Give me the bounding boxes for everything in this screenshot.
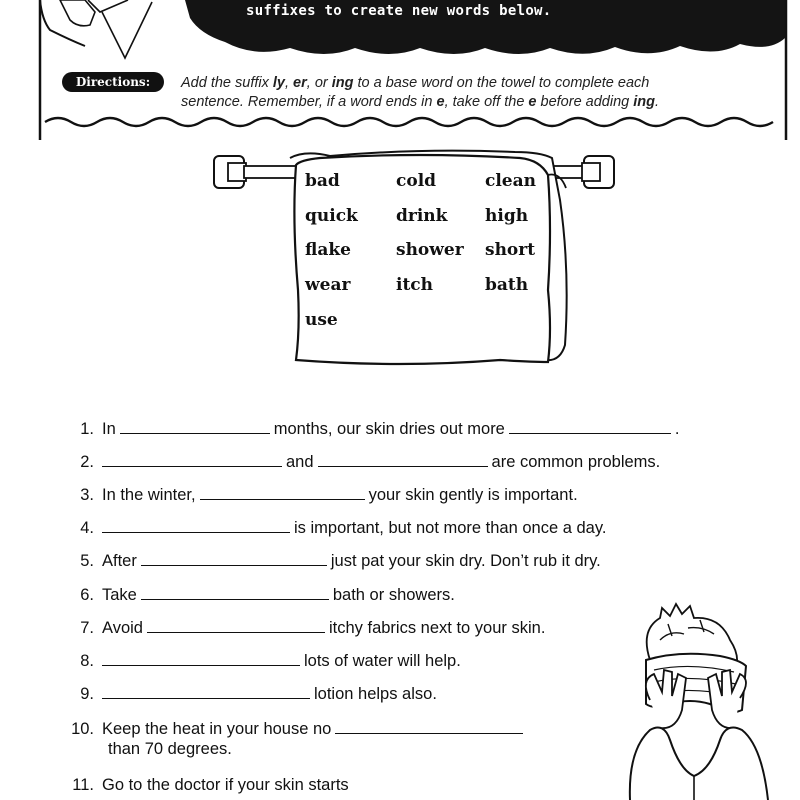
question-number: 2. <box>80 453 94 471</box>
answer-blank[interactable] <box>102 518 290 533</box>
directions-text-part: sentence. Remember, if a word ends in <box>181 94 437 110</box>
suffix-er: er <box>293 75 307 91</box>
question-text: lots of water will help. <box>304 652 461 670</box>
directions-badge: Directions: <box>62 72 164 92</box>
question-3 <box>66 485 578 505</box>
suffix-ly: ly <box>272 75 285 91</box>
question-10 <box>66 719 527 739</box>
question-text: just pat your skin dry. Don’t rub it dry. <box>330 552 601 570</box>
towel-word: drink <box>396 206 448 226</box>
directions-text-part: before adding <box>536 94 634 110</box>
question-1 <box>66 419 679 439</box>
answer-blank[interactable] <box>141 585 329 600</box>
question-text: Avoid <box>102 619 143 637</box>
letter-e: e <box>436 94 445 110</box>
directions-text-part: , take off the <box>444 94 529 110</box>
header-text: suffixes to create new words below. <box>246 3 552 19</box>
question-9 <box>66 684 437 704</box>
towel-word: bath <box>485 275 529 295</box>
towel-word: wear <box>305 275 351 295</box>
answer-blank[interactable] <box>120 419 270 434</box>
question-number: 5. <box>80 552 94 570</box>
question-text: In <box>102 420 116 438</box>
question-text: Take <box>102 586 137 604</box>
towel-word: quick <box>305 206 358 226</box>
question-text: . <box>674 420 680 438</box>
answer-blank[interactable] <box>102 684 310 699</box>
answer-blank[interactable] <box>102 452 282 467</box>
question-number: 10. <box>71 720 94 738</box>
towel-word: shower <box>396 240 464 260</box>
suffix-ing: ing <box>633 94 655 110</box>
towel-word: bad <box>305 171 340 191</box>
question-text: your skin gently is important. <box>368 486 578 504</box>
question-text: are common problems. <box>491 453 661 471</box>
question-number: 3. <box>80 486 94 504</box>
question-number: 4. <box>80 519 94 537</box>
suffix-ing: ing <box>331 75 354 91</box>
directions-text-part: . <box>654 94 660 110</box>
answer-blank[interactable] <box>141 551 327 566</box>
question-2 <box>66 452 660 472</box>
question-text: months, our skin dries out more <box>273 420 505 438</box>
question-text: In the winter, <box>102 486 196 504</box>
towel-word: short <box>485 240 536 260</box>
answer-blank[interactable] <box>509 419 671 434</box>
towel-word: itch <box>396 275 434 295</box>
towel-word: clean <box>485 171 536 191</box>
answer-blank[interactable] <box>200 485 365 500</box>
directions-text-part: to a base word on the towel to complete each <box>353 75 650 91</box>
question-text: bath or showers. <box>332 586 455 604</box>
question-6 <box>66 585 455 605</box>
directions-text-part: , or <box>306 75 332 91</box>
question-5 <box>66 551 601 571</box>
question-7 <box>66 618 545 638</box>
answer-blank[interactable] <box>335 719 523 734</box>
question-text: than 70 degrees. <box>108 740 232 758</box>
question-8 <box>66 651 461 671</box>
question-text: itchy fabrics next to your skin. <box>328 619 546 637</box>
directions-text-part: , <box>284 75 294 91</box>
towel-word: high <box>485 206 529 226</box>
question-text: and <box>286 453 314 471</box>
question-number: 9. <box>80 685 94 703</box>
question-text: Keep the heat in your house no <box>102 720 332 738</box>
answer-blank[interactable] <box>318 452 488 467</box>
question-number: 6. <box>80 586 94 604</box>
question-number: 7. <box>80 619 94 637</box>
towel-word: use <box>305 310 338 330</box>
question-text: is important, but not more than once a day. <box>294 519 607 537</box>
question-10-continued <box>108 740 232 759</box>
question-4 <box>66 518 606 538</box>
question-text: lotion helps also. <box>314 685 437 703</box>
question-text: Go to the doctor if your skin starts <box>102 776 349 794</box>
question-number: 1. <box>80 420 94 438</box>
answer-blank[interactable] <box>147 618 325 633</box>
answer-blank[interactable] <box>102 651 300 666</box>
question-11 <box>66 776 349 795</box>
towel-word: flake <box>305 240 351 260</box>
letter-e: e <box>528 94 537 110</box>
towel-word: cold <box>396 171 437 191</box>
question-number: 11. <box>72 776 94 794</box>
question-text: After <box>102 552 137 570</box>
question-number: 8. <box>80 652 94 670</box>
boy-washing-face-illustration <box>610 600 790 800</box>
directions-text-part: Add the suffix <box>181 75 273 91</box>
